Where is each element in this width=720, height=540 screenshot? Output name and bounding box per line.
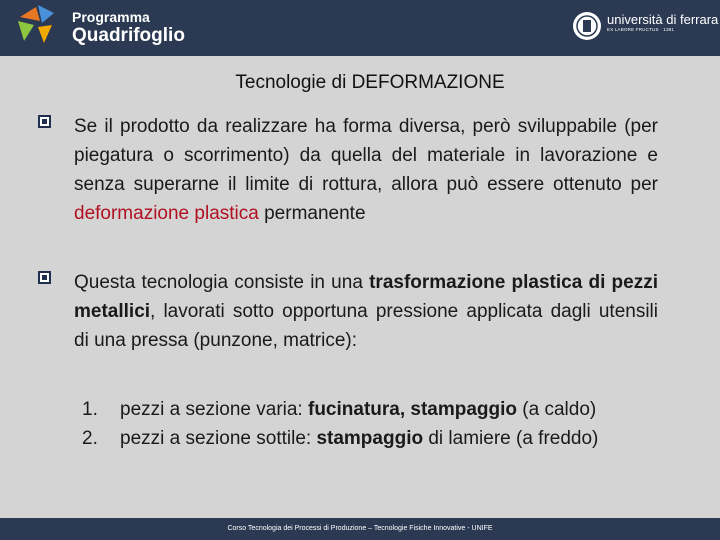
item-number: 2. (82, 428, 98, 449)
bullet-2-bold: trasformazione plastica di pezzi metallici (74, 272, 658, 322)
bullet-2-tail: , lavorati sotto opportuna pressione applicata dagli utensili di una pressa (punzone, matrice): (74, 301, 658, 351)
bullet-1-text: Se il prodotto da realizzare ha forma diversa, però sviluppabile (per piegatura o scorrimento) da quella del materiale in lavorazione e senza superarne il limite di rottura, allora può essere ottenuto per (74, 116, 658, 195)
bullet-1-highlight: deformazione plastica (74, 203, 259, 224)
item-tail: di lamiere (a freddo) (423, 428, 599, 449)
numbered-item-1 (82, 395, 682, 424)
item-tail: (a caldo) (517, 399, 597, 420)
bullet-1-tail: permanente (258, 203, 366, 224)
item-number: 1. (82, 399, 98, 420)
bullet-2-text: Questa tecnologia consiste in una (74, 272, 370, 293)
item-text: pezzi a sezione varia: (120, 399, 308, 420)
bullet-item-2 (38, 268, 658, 355)
university-subtitle: EX LABORE FRUCTUS · 1391 (607, 27, 675, 32)
university-name (607, 13, 718, 33)
bullet-text-1 (74, 112, 658, 228)
numbered-item-2 (82, 424, 682, 453)
slide-title: Tecnologie di DEFORMAZIONE (235, 72, 505, 93)
bullet-item-1 (38, 112, 658, 228)
slide-footer: Corso Tecnologia dei Processi di Produzione – Tecnologie Fisiche Innovative - UNIFE (0, 518, 720, 540)
numbered-list (82, 395, 682, 453)
brand-name (72, 9, 185, 46)
university-seal-icon (572, 11, 602, 41)
brand-line2: Quadrifoglio (72, 25, 185, 46)
university-title: università di ferrara (607, 12, 719, 27)
quadrifoglio-logo-icon (14, 3, 66, 53)
item-text: pezzi a sezione sottile: (120, 428, 317, 449)
item-bold: stampaggio (316, 428, 424, 449)
item-bold: fucinatura, stampaggio (308, 399, 518, 420)
brand-line1: Programma (72, 9, 150, 25)
checkbox-bullet-icon (38, 115, 51, 128)
checkbox-bullet-icon (38, 271, 51, 284)
bullet-text-2 (74, 268, 658, 355)
slide-header (0, 0, 720, 56)
